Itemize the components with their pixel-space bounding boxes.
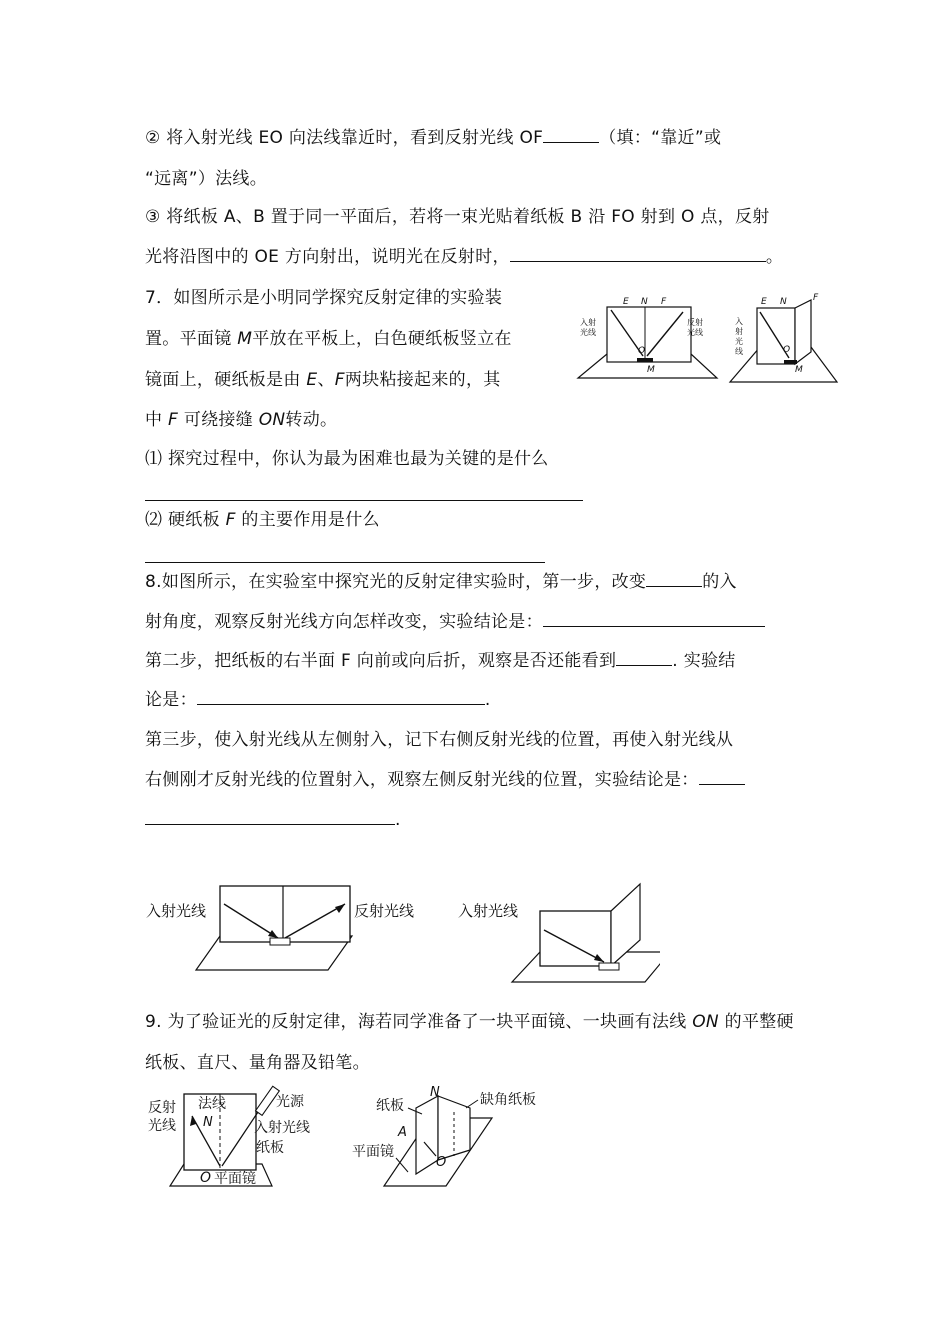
q7-symbol-f: F (168, 410, 179, 430)
q9-fig2-a-label: A (398, 1125, 407, 1140)
q9-line1 (145, 1010, 794, 1034)
q7-fig2-label-o: O (783, 345, 791, 355)
q7-line4 (145, 408, 337, 432)
q8-text: 射角度，观察反射光线方向怎样改变，实验结论是： (145, 612, 543, 632)
q7-text: 置。平面镜 (145, 329, 238, 349)
q6-item3-line1: ③ 将纸板 A、B 置于同一平面后，若将一束光贴着纸板 B 沿 FO 射到 O 点，反射 (145, 207, 770, 227)
q9-fig-reflected-label: 光线 (148, 1118, 176, 1134)
q7-figure (575, 292, 845, 392)
q9-fig-left (148, 1086, 310, 1187)
q7-text: 、 (317, 370, 335, 390)
q6-item3-period: 。 (765, 247, 784, 267)
q7-sub2 (145, 508, 380, 532)
q8-text: 第二步，把纸板的右半面 F 向前或向后折，观察是否还能看到 (145, 651, 617, 671)
q8-line5: 第三步，使入射光线从左侧射入，记下右侧反射光线的位置，再使入射光线从 (145, 730, 734, 750)
q7-fig2-label-m: M (795, 365, 803, 375)
q6-item2-line2: “远离”）法线。 (145, 169, 268, 189)
q8-fig-incident-label: 入射光线 (146, 902, 207, 920)
q8-blank5-cont[interactable] (145, 808, 395, 825)
q9-fig-incident-label: 入射光线 (254, 1120, 310, 1136)
q8-line1 (145, 570, 737, 594)
q8-blank3[interactable] (616, 649, 672, 666)
q7-fig-left (578, 297, 717, 378)
q9-fig2-paper-label: 纸板 (376, 1098, 404, 1114)
q7-fig-label-e: E (623, 297, 629, 307)
q7-text: ⑵ 硬纸板 (145, 510, 226, 530)
q7-fig2-label-f: F (813, 293, 819, 303)
q7-fig-right (730, 293, 837, 382)
q8-fig2-incident-label: 入射光线 (458, 902, 519, 920)
q7-fig2-incident-label: 线 (735, 347, 743, 356)
q9-fig-reflected-label: 反射 (148, 1100, 176, 1116)
q7-line1: 7．如图所示是小明同学探究反射定律的实验装 (145, 288, 503, 308)
q7-fig2-incident-label: 射 (735, 327, 743, 336)
q7-sub1: ⑴ 探究过程中，你认为最为困难也最为关键的是什么 (145, 449, 549, 469)
q7-text: 两块粘接起来的，其 (344, 370, 501, 390)
q8-blank1[interactable] (646, 570, 702, 587)
q7-fig2-incident-label: 光 (735, 337, 743, 346)
q9-figure (140, 1082, 550, 1194)
q7-line3 (145, 368, 501, 392)
q7-symbol-on: ON (258, 410, 286, 430)
q9-symbol-on: ON (692, 1012, 719, 1032)
q9-text: 的平整硬 (718, 1012, 794, 1032)
q8-text: 论是： (145, 690, 197, 710)
q7-fig-label-m: M (647, 365, 655, 375)
q7-symbol-f: F (225, 510, 236, 530)
q9-line2: 纸板、直尺、量角器及铅笔。 (145, 1053, 370, 1073)
q9-fig-o-label: O (200, 1170, 212, 1186)
q6-item2-blank[interactable] (543, 126, 599, 143)
q8-text: . 实验结 (672, 651, 736, 671)
q9-fig-right (352, 1085, 536, 1186)
q9-fig-mirror-label: 平面镜 (214, 1171, 256, 1187)
q7-fig-label-f: F (661, 297, 667, 307)
q7-fig-label-o: O (638, 346, 646, 356)
q9-fig2-n-label: N (430, 1085, 440, 1100)
q7-fig-incident-label: 入射 (580, 318, 596, 327)
q6-item3-text: 光将沿图中的 OE 方向射出，说明光在反射时， (145, 247, 510, 267)
q7-text: 镜面上，硬纸板是由 (145, 370, 307, 390)
q6-item2-line1 (145, 126, 721, 150)
q8-fig-left (146, 886, 414, 970)
q7-fig2-label-n: N (780, 297, 787, 307)
q9-fig-normal-label: 法线 (198, 1096, 226, 1112)
q7-fig-label-n: N (641, 297, 648, 307)
q7-sub2-answer-line[interactable] (145, 562, 545, 563)
q8-blank4[interactable] (197, 688, 485, 705)
q8-fig-reflected-label: 反射光线 (354, 902, 415, 920)
q7-text: 的主要作用是什么 (235, 510, 380, 530)
q9-text: 9. 为了验证光的反射定律，海若同学准备了一块平面镜、一块画有法线 (145, 1012, 693, 1032)
q8-text: 的入 (702, 572, 737, 592)
q8-blank2[interactable] (543, 610, 765, 627)
q7-fig2-incident-label: 入 (735, 317, 743, 326)
q7-text: 可绕接缝 (178, 410, 259, 430)
q7-symbol-f: F (334, 370, 345, 390)
q7-sub1-answer-line[interactable] (145, 500, 583, 501)
q8-line2 (145, 610, 765, 634)
q8-line6 (145, 768, 745, 792)
q9-fig-n-label: N (203, 1115, 213, 1130)
q7-fig-incident-label: 光线 (580, 328, 596, 337)
q7-symbol-e: E (306, 370, 318, 390)
q8-line7 (145, 808, 401, 832)
q8-line3 (145, 649, 736, 673)
q7-fig2-label-e: E (761, 297, 767, 307)
q7-text: 平放在平板上，白色硬纸板竖立在 (252, 329, 512, 349)
q8-line4 (145, 688, 491, 712)
q6-item2-hint: （填：“靠近”或 (599, 128, 722, 148)
q8-blank5[interactable] (699, 768, 745, 785)
q8-text: . (484, 690, 491, 710)
q9-fig2-o-label: O (436, 1155, 447, 1170)
q9-fig2-mirror-label: 平面镜 (352, 1144, 394, 1160)
q6-item3-blank[interactable] (510, 245, 766, 262)
q7-fig-reflected-label: 反射 (687, 318, 703, 327)
q9-fig-paper-label: 纸板 (256, 1140, 284, 1156)
q7-line2 (145, 327, 512, 351)
q8-text: 8.如图所示，在实验室中探究光的反射定律实验时，第一步，改变 (145, 572, 647, 592)
q9-fig-source-label: 光源 (276, 1094, 304, 1110)
q8-fig-right (458, 884, 660, 982)
q8-text: 右侧刚才反射光线的位置射入，观察左侧反射光线的位置，实验结论是： (145, 770, 699, 790)
q8-figure (140, 878, 660, 990)
q9-fig2-notched-label: 缺角纸板 (480, 1092, 536, 1108)
q7-text: 中 (145, 410, 169, 430)
q7-text: 转动。 (285, 410, 338, 430)
q6-item2-text: ② 将入射光线 EO 向法线靠近时，看到反射光线 OF (145, 128, 544, 148)
q8-text: . (395, 810, 401, 830)
q6-item3-line2 (145, 245, 783, 269)
q7-fig-reflected-label: 光线 (687, 328, 703, 337)
q7-symbol-m: M (237, 329, 253, 349)
